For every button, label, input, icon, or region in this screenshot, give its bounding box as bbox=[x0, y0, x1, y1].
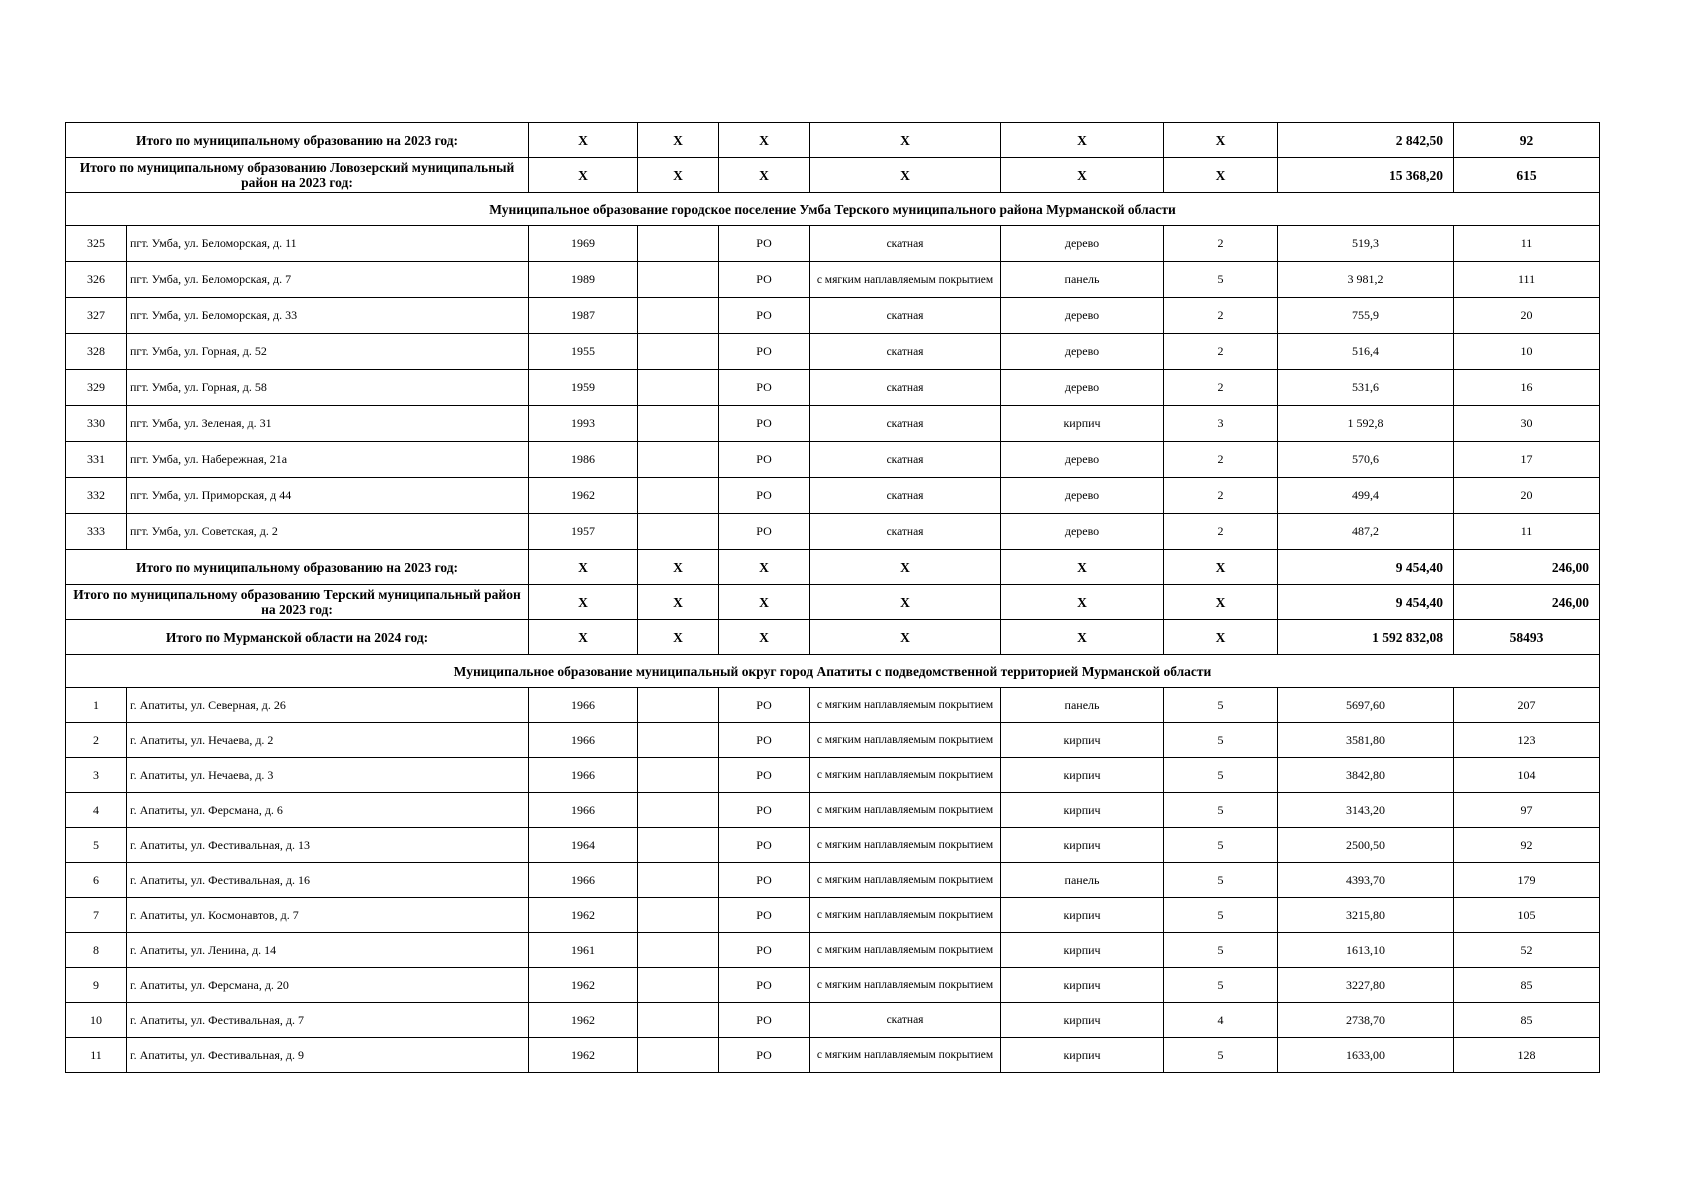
total-mark: Х bbox=[719, 550, 810, 585]
row-area: 2738,70 bbox=[1278, 1003, 1454, 1038]
row-type: РО bbox=[719, 898, 810, 933]
total-mark: Х bbox=[1164, 123, 1278, 158]
row-year: 1962 bbox=[529, 478, 638, 514]
row-people: 85 bbox=[1454, 968, 1600, 1003]
row-wall-material: кирпич bbox=[1001, 1003, 1164, 1038]
row-empty-cell bbox=[638, 514, 719, 550]
row-type: РО bbox=[719, 442, 810, 478]
row-people: 16 bbox=[1454, 370, 1600, 406]
total-mark: Х bbox=[1001, 158, 1164, 193]
total-area: 9 454,40 bbox=[1278, 585, 1454, 620]
total-area: 9 454,40 bbox=[1278, 550, 1454, 585]
row-people: 179 bbox=[1454, 863, 1600, 898]
table-row bbox=[66, 793, 1600, 828]
row-year: 1959 bbox=[529, 370, 638, 406]
row-wall-material: панель bbox=[1001, 262, 1164, 298]
row-empty-cell bbox=[638, 406, 719, 442]
total-area: 15 368,20 bbox=[1278, 158, 1454, 193]
row-year: 1966 bbox=[529, 758, 638, 793]
row-floors: 5 bbox=[1164, 688, 1278, 723]
row-roof: скатная bbox=[810, 226, 1001, 262]
total-mark: Х bbox=[1164, 585, 1278, 620]
row-people: 105 bbox=[1454, 898, 1600, 933]
table-row bbox=[66, 723, 1600, 758]
total-mark: Х bbox=[810, 123, 1001, 158]
row-roof: скатная bbox=[810, 370, 1001, 406]
total-mark: Х bbox=[529, 585, 638, 620]
row-year: 1969 bbox=[529, 226, 638, 262]
row-floors: 2 bbox=[1164, 334, 1278, 370]
total-label: Итого по муниципальному образованию на 2023 год: bbox=[66, 550, 529, 585]
row-people: 10 bbox=[1454, 334, 1600, 370]
row-floors: 5 bbox=[1164, 758, 1278, 793]
row-address: пгт. Умба, ул. Беломорская, д. 7 bbox=[127, 262, 529, 298]
row-type: РО bbox=[719, 262, 810, 298]
row-address: г. Апатиты, ул. Фестивальная, д. 13 bbox=[127, 828, 529, 863]
section-title: Муниципальное образование муниципальный округ город Апатиты с подведомственной территорией Мурманской области bbox=[66, 655, 1600, 688]
row-floors: 2 bbox=[1164, 478, 1278, 514]
row-type: РО bbox=[719, 723, 810, 758]
row-people: 207 bbox=[1454, 688, 1600, 723]
row-type: РО bbox=[719, 1038, 810, 1073]
row-area: 1 592,8 bbox=[1278, 406, 1454, 442]
row-type: РО bbox=[719, 688, 810, 723]
total-people: 92 bbox=[1454, 123, 1600, 158]
row-wall-material: кирпич bbox=[1001, 793, 1164, 828]
total-row bbox=[66, 123, 1600, 158]
row-people: 92 bbox=[1454, 828, 1600, 863]
row-address: г. Апатиты, ул. Фестивальная, д. 7 bbox=[127, 1003, 529, 1038]
total-mark: Х bbox=[810, 550, 1001, 585]
total-mark: Х bbox=[1001, 620, 1164, 655]
total-area: 2 842,50 bbox=[1278, 123, 1454, 158]
row-floors: 2 bbox=[1164, 514, 1278, 550]
table-row bbox=[66, 226, 1600, 262]
row-roof: скатная bbox=[810, 406, 1001, 442]
row-address: пгт. Умба, ул. Приморская, д 44 bbox=[127, 478, 529, 514]
total-mark: Х bbox=[719, 123, 810, 158]
row-wall-material: кирпич bbox=[1001, 898, 1164, 933]
row-address: г. Апатиты, ул. Ферсмана, д. 6 bbox=[127, 793, 529, 828]
total-row bbox=[66, 585, 1600, 620]
row-floors: 5 bbox=[1164, 828, 1278, 863]
row-empty-cell bbox=[638, 863, 719, 898]
total-people: 58493 bbox=[1454, 620, 1600, 655]
row-area: 1613,10 bbox=[1278, 933, 1454, 968]
row-address: пгт. Умба, ул. Набережная, 21а bbox=[127, 442, 529, 478]
total-mark: Х bbox=[1001, 123, 1164, 158]
row-empty-cell bbox=[638, 898, 719, 933]
row-wall-material: кирпич bbox=[1001, 1038, 1164, 1073]
row-floors: 5 bbox=[1164, 723, 1278, 758]
table-row bbox=[66, 334, 1600, 370]
section-header-row bbox=[66, 193, 1600, 226]
total-mark: Х bbox=[638, 158, 719, 193]
total-mark: Х bbox=[719, 158, 810, 193]
row-roof: с мягким наплавляемым покрытием bbox=[810, 968, 1001, 1003]
total-mark: Х bbox=[529, 123, 638, 158]
row-address: пгт. Умба, ул. Советская, д. 2 bbox=[127, 514, 529, 550]
row-area: 519,3 bbox=[1278, 226, 1454, 262]
row-area: 1633,00 bbox=[1278, 1038, 1454, 1073]
row-roof: скатная bbox=[810, 1003, 1001, 1038]
row-year: 1962 bbox=[529, 1038, 638, 1073]
total-mark: Х bbox=[529, 620, 638, 655]
row-roof: скатная bbox=[810, 478, 1001, 514]
total-mark: Х bbox=[1001, 585, 1164, 620]
total-mark: Х bbox=[810, 585, 1001, 620]
row-year: 1964 bbox=[529, 828, 638, 863]
row-address: пгт. Умба, ул. Горная, д. 52 bbox=[127, 334, 529, 370]
total-mark: Х bbox=[1001, 550, 1164, 585]
row-people: 20 bbox=[1454, 298, 1600, 334]
row-number: 326 bbox=[66, 262, 127, 298]
row-address: г. Апатиты, ул. Фестивальная, д. 9 bbox=[127, 1038, 529, 1073]
row-type: РО bbox=[719, 793, 810, 828]
total-mark: Х bbox=[638, 620, 719, 655]
row-type: РО bbox=[719, 298, 810, 334]
row-year: 1986 bbox=[529, 442, 638, 478]
row-area: 531,6 bbox=[1278, 370, 1454, 406]
total-area: 1 592 832,08 bbox=[1278, 620, 1454, 655]
total-mark: Х bbox=[529, 550, 638, 585]
row-type: РО bbox=[719, 334, 810, 370]
row-roof: с мягким наплавляемым покрытием bbox=[810, 688, 1001, 723]
row-empty-cell bbox=[638, 968, 719, 1003]
row-wall-material: кирпич bbox=[1001, 968, 1164, 1003]
row-floors: 5 bbox=[1164, 968, 1278, 1003]
row-year: 1966 bbox=[529, 863, 638, 898]
row-people: 20 bbox=[1454, 478, 1600, 514]
row-area: 5697,60 bbox=[1278, 688, 1454, 723]
row-wall-material: дерево bbox=[1001, 370, 1164, 406]
total-mark: Х bbox=[1164, 550, 1278, 585]
table-row bbox=[66, 406, 1600, 442]
row-number: 325 bbox=[66, 226, 127, 262]
total-people: 246,00 bbox=[1454, 550, 1600, 585]
row-people: 11 bbox=[1454, 226, 1600, 262]
row-address: г. Апатиты, ул. Ленина, д. 14 bbox=[127, 933, 529, 968]
row-number: 331 bbox=[66, 442, 127, 478]
row-roof: с мягким наплавляемым покрытием bbox=[810, 723, 1001, 758]
row-area: 516,4 bbox=[1278, 334, 1454, 370]
row-floors: 2 bbox=[1164, 226, 1278, 262]
total-mark: Х bbox=[638, 123, 719, 158]
row-roof: скатная bbox=[810, 334, 1001, 370]
row-floors: 5 bbox=[1164, 262, 1278, 298]
table-row bbox=[66, 758, 1600, 793]
row-floors: 5 bbox=[1164, 898, 1278, 933]
table-row bbox=[66, 828, 1600, 863]
row-type: РО bbox=[719, 758, 810, 793]
row-wall-material: панель bbox=[1001, 688, 1164, 723]
table-row bbox=[66, 863, 1600, 898]
row-year: 1966 bbox=[529, 688, 638, 723]
row-people: 52 bbox=[1454, 933, 1600, 968]
row-year: 1989 bbox=[529, 262, 638, 298]
row-empty-cell bbox=[638, 298, 719, 334]
row-area: 3581,80 bbox=[1278, 723, 1454, 758]
row-address: пгт. Умба, ул. Горная, д. 58 bbox=[127, 370, 529, 406]
row-empty-cell bbox=[638, 478, 719, 514]
housing-register-table bbox=[65, 122, 1600, 1073]
row-number: 2 bbox=[66, 723, 127, 758]
row-roof: с мягким наплавляемым покрытием bbox=[810, 933, 1001, 968]
row-address: г. Апатиты, ул. Нечаева, д. 3 bbox=[127, 758, 529, 793]
row-floors: 2 bbox=[1164, 298, 1278, 334]
row-people: 123 bbox=[1454, 723, 1600, 758]
row-number: 330 bbox=[66, 406, 127, 442]
total-mark: Х bbox=[719, 585, 810, 620]
total-label: Итого по муниципальному образованию Ловозерский муниципальный район на 2023 год: bbox=[66, 158, 529, 193]
row-type: РО bbox=[719, 1003, 810, 1038]
row-wall-material: кирпич bbox=[1001, 758, 1164, 793]
row-number: 7 bbox=[66, 898, 127, 933]
table-row bbox=[66, 1003, 1600, 1038]
row-year: 1962 bbox=[529, 898, 638, 933]
row-empty-cell bbox=[638, 758, 719, 793]
row-year: 1987 bbox=[529, 298, 638, 334]
row-area: 499,4 bbox=[1278, 478, 1454, 514]
row-number: 9 bbox=[66, 968, 127, 1003]
row-number: 8 bbox=[66, 933, 127, 968]
section-header-row bbox=[66, 655, 1600, 688]
row-floors: 5 bbox=[1164, 1038, 1278, 1073]
row-empty-cell bbox=[638, 933, 719, 968]
row-address: г. Апатиты, ул. Нечаева, д. 2 bbox=[127, 723, 529, 758]
row-wall-material: кирпич bbox=[1001, 828, 1164, 863]
row-empty-cell bbox=[638, 334, 719, 370]
row-wall-material: кирпич bbox=[1001, 406, 1164, 442]
row-area: 487,2 bbox=[1278, 514, 1454, 550]
row-wall-material: дерево bbox=[1001, 226, 1164, 262]
row-number: 1 bbox=[66, 688, 127, 723]
table-row bbox=[66, 298, 1600, 334]
row-area: 3227,80 bbox=[1278, 968, 1454, 1003]
row-year: 1966 bbox=[529, 793, 638, 828]
row-floors: 5 bbox=[1164, 863, 1278, 898]
row-address: пгт. Умба, ул. Беломорская, д. 11 bbox=[127, 226, 529, 262]
row-year: 1962 bbox=[529, 1003, 638, 1038]
row-roof: с мягким наплавляемым покрытием bbox=[810, 1038, 1001, 1073]
table-body bbox=[66, 123, 1600, 1073]
total-label: Итого по Мурманской области на 2024 год: bbox=[66, 620, 529, 655]
total-row bbox=[66, 158, 1600, 193]
total-row bbox=[66, 620, 1600, 655]
row-empty-cell bbox=[638, 688, 719, 723]
row-roof: с мягким наплавляемым покрытием bbox=[810, 758, 1001, 793]
row-type: РО bbox=[719, 828, 810, 863]
row-area: 2500,50 bbox=[1278, 828, 1454, 863]
row-number: 11 bbox=[66, 1038, 127, 1073]
row-type: РО bbox=[719, 370, 810, 406]
row-people: 104 bbox=[1454, 758, 1600, 793]
row-number: 327 bbox=[66, 298, 127, 334]
row-address: г. Апатиты, ул. Фестивальная, д. 16 bbox=[127, 863, 529, 898]
table-row bbox=[66, 442, 1600, 478]
table-row bbox=[66, 898, 1600, 933]
row-wall-material: дерево bbox=[1001, 298, 1164, 334]
table-row bbox=[66, 688, 1600, 723]
row-empty-cell bbox=[638, 226, 719, 262]
row-address: пгт. Умба, ул. Зеленая, д. 31 bbox=[127, 406, 529, 442]
row-floors: 3 bbox=[1164, 406, 1278, 442]
row-year: 1957 bbox=[529, 514, 638, 550]
row-empty-cell bbox=[638, 262, 719, 298]
row-year: 1966 bbox=[529, 723, 638, 758]
table-row bbox=[66, 478, 1600, 514]
row-roof: с мягким наплавляемым покрытием bbox=[810, 262, 1001, 298]
row-roof: скатная bbox=[810, 442, 1001, 478]
row-area: 4393,70 bbox=[1278, 863, 1454, 898]
row-number: 3 bbox=[66, 758, 127, 793]
total-mark: Х bbox=[1164, 620, 1278, 655]
row-empty-cell bbox=[638, 442, 719, 478]
row-area: 3143,20 bbox=[1278, 793, 1454, 828]
row-area: 3215,80 bbox=[1278, 898, 1454, 933]
total-mark: Х bbox=[719, 620, 810, 655]
total-label: Итого по муниципальному образованию на 2023 год: bbox=[66, 123, 529, 158]
row-type: РО bbox=[719, 478, 810, 514]
row-number: 333 bbox=[66, 514, 127, 550]
row-people: 11 bbox=[1454, 514, 1600, 550]
total-mark: Х bbox=[810, 158, 1001, 193]
row-number: 328 bbox=[66, 334, 127, 370]
row-roof: скатная bbox=[810, 514, 1001, 550]
row-year: 1955 bbox=[529, 334, 638, 370]
row-people: 97 bbox=[1454, 793, 1600, 828]
row-number: 329 bbox=[66, 370, 127, 406]
row-type: РО bbox=[719, 863, 810, 898]
row-floors: 5 bbox=[1164, 793, 1278, 828]
total-mark: Х bbox=[1164, 158, 1278, 193]
row-wall-material: кирпич bbox=[1001, 933, 1164, 968]
row-people: 85 bbox=[1454, 1003, 1600, 1038]
row-year: 1993 bbox=[529, 406, 638, 442]
row-year: 1962 bbox=[529, 968, 638, 1003]
row-wall-material: дерево bbox=[1001, 334, 1164, 370]
row-empty-cell bbox=[638, 370, 719, 406]
row-number: 6 bbox=[66, 863, 127, 898]
total-mark: Х bbox=[810, 620, 1001, 655]
row-wall-material: дерево bbox=[1001, 514, 1164, 550]
row-address: г. Апатиты, ул. Космонавтов, д. 7 bbox=[127, 898, 529, 933]
row-address: г. Апатиты, ул. Ферсмана, д. 20 bbox=[127, 968, 529, 1003]
total-row bbox=[66, 550, 1600, 585]
row-roof: с мягким наплавляемым покрытием bbox=[810, 793, 1001, 828]
row-people: 111 bbox=[1454, 262, 1600, 298]
row-wall-material: кирпич bbox=[1001, 723, 1164, 758]
row-empty-cell bbox=[638, 793, 719, 828]
row-people: 30 bbox=[1454, 406, 1600, 442]
row-empty-cell bbox=[638, 828, 719, 863]
row-empty-cell bbox=[638, 723, 719, 758]
row-area: 3842,80 bbox=[1278, 758, 1454, 793]
section-title: Муниципальное образование городское поселение Умба Терского муниципального района Мурманской области bbox=[66, 193, 1600, 226]
row-roof: с мягким наплавляемым покрытием bbox=[810, 863, 1001, 898]
total-mark: Х bbox=[529, 158, 638, 193]
table-row bbox=[66, 370, 1600, 406]
row-wall-material: панель bbox=[1001, 863, 1164, 898]
row-wall-material: дерево bbox=[1001, 478, 1164, 514]
row-address: пгт. Умба, ул. Беломорская, д. 33 bbox=[127, 298, 529, 334]
row-area: 570,6 bbox=[1278, 442, 1454, 478]
total-people: 615 bbox=[1454, 158, 1600, 193]
row-type: РО bbox=[719, 406, 810, 442]
row-floors: 4 bbox=[1164, 1003, 1278, 1038]
table-row bbox=[66, 1038, 1600, 1073]
row-empty-cell bbox=[638, 1038, 719, 1073]
row-area: 755,9 bbox=[1278, 298, 1454, 334]
row-type: РО bbox=[719, 226, 810, 262]
row-floors: 2 bbox=[1164, 370, 1278, 406]
row-roof: с мягким наплавляемым покрытием bbox=[810, 828, 1001, 863]
total-label: Итого по муниципальному образованию Терский муниципальный район на 2023 год: bbox=[66, 585, 529, 620]
row-type: РО bbox=[719, 933, 810, 968]
row-floors: 2 bbox=[1164, 442, 1278, 478]
row-people: 17 bbox=[1454, 442, 1600, 478]
row-floors: 5 bbox=[1164, 933, 1278, 968]
total-people: 246,00 bbox=[1454, 585, 1600, 620]
table-row bbox=[66, 968, 1600, 1003]
row-type: РО bbox=[719, 968, 810, 1003]
row-roof: с мягким наплавляемым покрытием bbox=[810, 898, 1001, 933]
table-row bbox=[66, 514, 1600, 550]
total-mark: Х bbox=[638, 585, 719, 620]
row-empty-cell bbox=[638, 1003, 719, 1038]
row-type: РО bbox=[719, 514, 810, 550]
row-area: 3 981,2 bbox=[1278, 262, 1454, 298]
row-number: 332 bbox=[66, 478, 127, 514]
row-number: 4 bbox=[66, 793, 127, 828]
table-row bbox=[66, 262, 1600, 298]
total-mark: Х bbox=[638, 550, 719, 585]
row-number: 5 bbox=[66, 828, 127, 863]
table-row bbox=[66, 933, 1600, 968]
row-address: г. Апатиты, ул. Северная, д. 26 bbox=[127, 688, 529, 723]
row-roof: скатная bbox=[810, 298, 1001, 334]
row-people: 128 bbox=[1454, 1038, 1600, 1073]
row-wall-material: дерево bbox=[1001, 442, 1164, 478]
row-number: 10 bbox=[66, 1003, 127, 1038]
row-year: 1961 bbox=[529, 933, 638, 968]
